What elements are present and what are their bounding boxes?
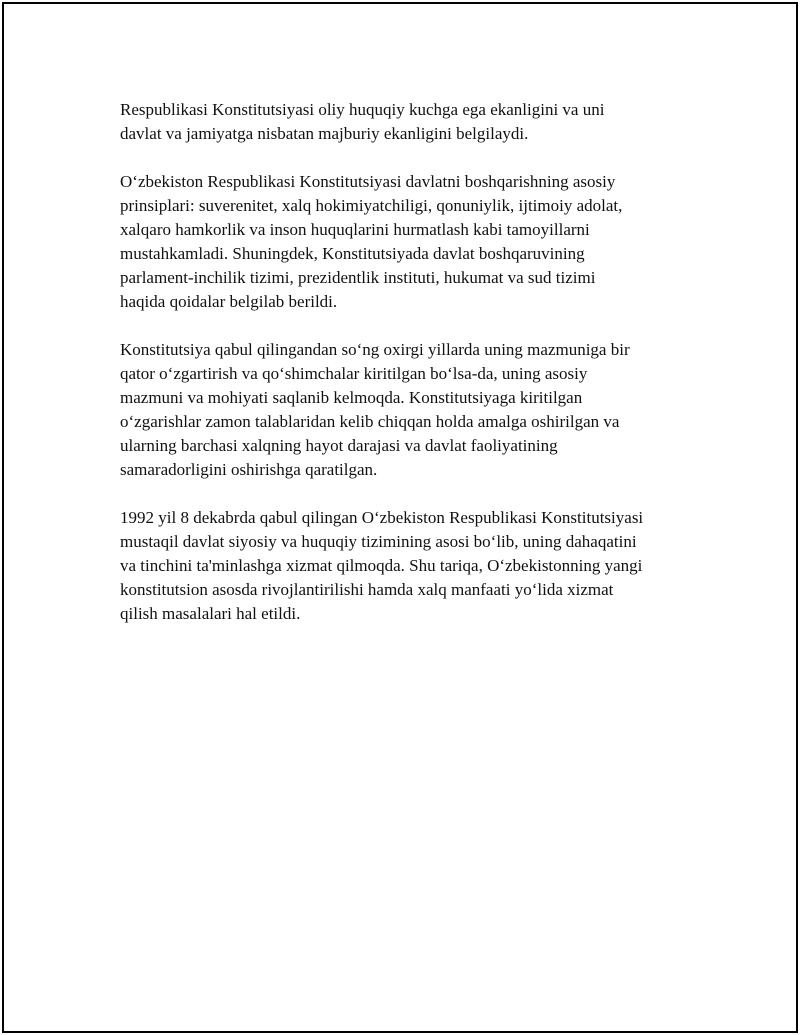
document-body xyxy=(120,98,700,650)
paragraph-4: 1992 yil 8 dekabrda qabul qilingan O‘zbekiston Respublikasi Konstitutsiyasi mustaqil davlat siyosiy va huquqiy tizimining asosi bo‘lib, uning dahaqatini va tinchini ta'minlashga xizmat qilmoqda. Shu tariqa, O‘zbekistonning yangi konstitutsion asosda rivojlantirilishi hamda xalq manfaati yo‘lida xizmat qilish masalalari hal etildi. xyxy=(120,508,644,623)
paragraph-3: Konstitutsiya qabul qilingandan so‘ng oxirgi yillarda uning mazmuniga bir qator o‘zgartirish va qo‘shimchalar kiritilgan bo‘lsa-da, uning asosiy mazmuni va mohiyati saqlanib kelmoqda. Konstitutsiyaga kiritilgan o‘zgarishlar zamon talablaridan kelib chiqqan holda amalga oshirilgan va ularning barchasi xalqning hayot darajasi va davlat faoliyatining samaradorligini oshirishga qaratilgan. xyxy=(120,340,630,479)
paragraph-1: Respublikasi Konstitutsiyasi oliy huquqiy kuchga ega ekanligini va uni davlat va jamiyatga nisbatan majburiy ekanligini belgilaydi. xyxy=(120,100,605,143)
paragraph-2: O‘zbekiston Respublikasi Konstitutsiyasi davlatni boshqarishning asosiy prinsiplari: suverenitet, xalq hokimiyatchiligi, qonuniylik, ijtimoiy adolat, xalqaro hamkorlik va inson huquqlarini hurmatlash kabi tamoyillarni mustahkamladi. Shuningdek, Konstitutsiyada davlat boshqaruvining parlament-inchilik tizimi, prezidentlik instituti, hukumat va sud tizimi haqida qoidalar belgilab berildi. xyxy=(120,172,623,311)
document-page xyxy=(2,2,798,1033)
